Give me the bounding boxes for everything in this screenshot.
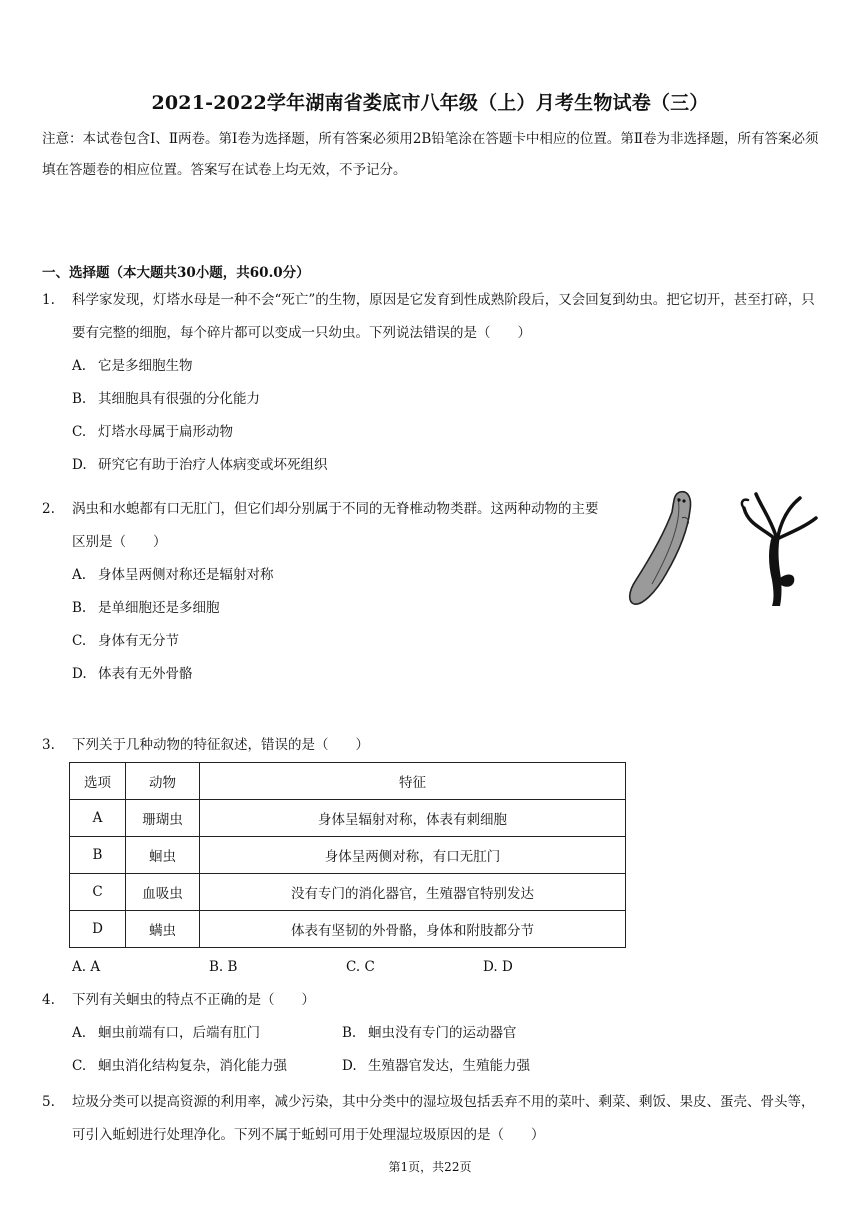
option-letter: A.: [72, 567, 87, 583]
option-letter: B.: [72, 600, 87, 616]
question-number: 2.: [42, 501, 55, 517]
question-3-options: [72, 951, 792, 984]
option-text: 灯塔水母属于扁形动物: [98, 424, 233, 440]
table-cell: 血吸虫: [126, 874, 200, 911]
table-row: [70, 911, 626, 948]
option-row: [72, 1050, 822, 1083]
option-text: 其细胞具有很强的分化能力: [98, 391, 260, 407]
option-d: [72, 449, 822, 482]
question-number: 3.: [42, 737, 55, 753]
question-number: 5.: [42, 1094, 55, 1110]
option-letter: B.: [209, 959, 224, 975]
hydra-drawing: [742, 494, 816, 606]
option-text: 蛔虫没有专门的运动器官: [368, 1025, 517, 1041]
option-a: [72, 1017, 342, 1050]
exam-notice: 注意：本试卷包含Ⅰ、Ⅱ两卷。第Ⅰ卷为选择题，所有答案必须用2B铅笔涂在答题卡中相应的位置。第Ⅱ卷为非选择题，所有答案必须填在答题卷的相应位置。答案写在试卷上均无效，不予记分。: [42, 131, 819, 178]
option-b: [72, 383, 822, 416]
question-1: [42, 284, 822, 482]
table-header-cell: 选项: [70, 763, 126, 800]
table-cell: 蛔虫: [126, 837, 200, 874]
question-stem: 下列关于几种动物的特征叙述，错误的是（ ）: [72, 737, 369, 753]
option-c: [72, 625, 602, 658]
table-row: [70, 874, 626, 911]
option-a: [72, 350, 822, 383]
option-text: 生殖器官发达，生殖能力强: [368, 1058, 530, 1074]
option-a: [72, 559, 602, 592]
option-letter: D.: [72, 666, 87, 682]
question-4: [42, 984, 822, 1083]
table-header-cell: 动物: [126, 763, 200, 800]
page-footer: 第1页，共22页: [388, 1160, 472, 1174]
table-cell: A: [70, 800, 126, 837]
question-stem: 垃圾分类可以提高资源的利用率，减少污染，其中分类中的湿垃圾包括丢弃不用的菜叶、剩菜、剩饭、果皮、蛋壳、骨头等，可引入蚯蚓进行处理净化。下列不属于蚯蚓可用于处理湿垃圾原因的是（ ）: [72, 1094, 815, 1143]
option-c: [346, 951, 483, 984]
flatworm-drawing: [630, 492, 691, 604]
option-letter: B.: [72, 391, 87, 407]
question-stem: 下列有关蛔虫的特点不正确的是（ ）: [72, 992, 315, 1008]
table-cell: D: [70, 911, 126, 948]
question-3: [42, 729, 822, 762]
option-letter: C.: [72, 1058, 87, 1074]
option-text: 它是多细胞生物: [98, 358, 193, 374]
option-d: [483, 951, 620, 984]
option-letter: D.: [342, 1058, 357, 1074]
option-row: [72, 1017, 822, 1050]
table-row: [70, 837, 626, 874]
option-letter: D.: [483, 959, 498, 975]
option-d: [342, 1050, 612, 1083]
option-text: A: [90, 959, 101, 975]
option-text: 身体呈两侧对称还是辐射对称: [98, 567, 274, 583]
table-cell: 没有专门的消化器官，生殖器官特别发达: [200, 874, 626, 911]
option-c: [72, 1050, 342, 1083]
option-text: 蛔虫消化结构复杂，消化能力强: [98, 1058, 287, 1074]
option-text: 体表有无外骨骼: [98, 666, 193, 682]
exam-title: 2021-2022学年湖南省娄底市八年级（上）月考生物试卷（三）: [151, 92, 709, 114]
table-row: [70, 800, 626, 837]
question-number: 4.: [42, 992, 55, 1008]
option-d: [72, 658, 602, 691]
option-text: 研究它有助于治疗人体病变或坏死组织: [98, 457, 328, 473]
option-letter: B.: [342, 1025, 357, 1041]
table-cell: 珊瑚虫: [126, 800, 200, 837]
option-b: [342, 1017, 612, 1050]
option-text: B: [227, 959, 238, 975]
table-cell: B: [70, 837, 126, 874]
table-cell: C: [70, 874, 126, 911]
animal-feature-table: [69, 762, 626, 948]
table-header-row: [70, 763, 626, 800]
option-letter: C.: [72, 633, 87, 649]
option-letter: C.: [346, 959, 361, 975]
option-b: [209, 951, 346, 984]
flatworm-hydra-figure: [622, 488, 822, 610]
option-letter: A.: [72, 1025, 87, 1041]
option-text: 是单细胞还是多细胞: [98, 600, 220, 616]
table-cell: 身体呈辐射对称，体表有刺细胞: [200, 800, 626, 837]
table-header-cell: 特征: [200, 763, 626, 800]
question-number: 1.: [42, 292, 55, 308]
question-stem: 科学家发现，灯塔水母是一种不会“死亡”的生物，原因是它发育到性成熟阶段后，又会回复到幼虫。把它切开，甚至打碎，只要有完整的细胞，每个碎片都可以变成一只幼虫。下列说法错误的是（ ）: [72, 292, 815, 341]
option-text: 身体有无分节: [98, 633, 179, 649]
question-stem: 涡虫和水螅都有口无肛门，但它们却分别属于不同的无脊椎动物类群。这两种动物的主要区别是（ ）: [72, 501, 599, 550]
option-text: 蛔虫前端有口，后端有肛门: [98, 1025, 260, 1041]
table-cell: 螨虫: [126, 911, 200, 948]
option-text: C: [364, 959, 375, 975]
section-heading: 一、选择题（本大题共30小题，共60.0分）: [42, 265, 310, 281]
option-letter: D.: [72, 457, 87, 473]
option-b: [72, 592, 602, 625]
question-2: [42, 493, 602, 691]
option-c: [72, 416, 822, 449]
option-a: [72, 951, 209, 984]
option-text: D: [501, 959, 513, 975]
option-letter: A.: [72, 358, 87, 374]
table-cell: 身体呈两侧对称，有口无肛门: [200, 837, 626, 874]
question-5: [42, 1086, 822, 1152]
table-cell: 体表有坚韧的外骨骼，身体和附肢都分节: [200, 911, 626, 948]
option-letter: C.: [72, 424, 87, 440]
option-letter: A.: [72, 959, 87, 975]
